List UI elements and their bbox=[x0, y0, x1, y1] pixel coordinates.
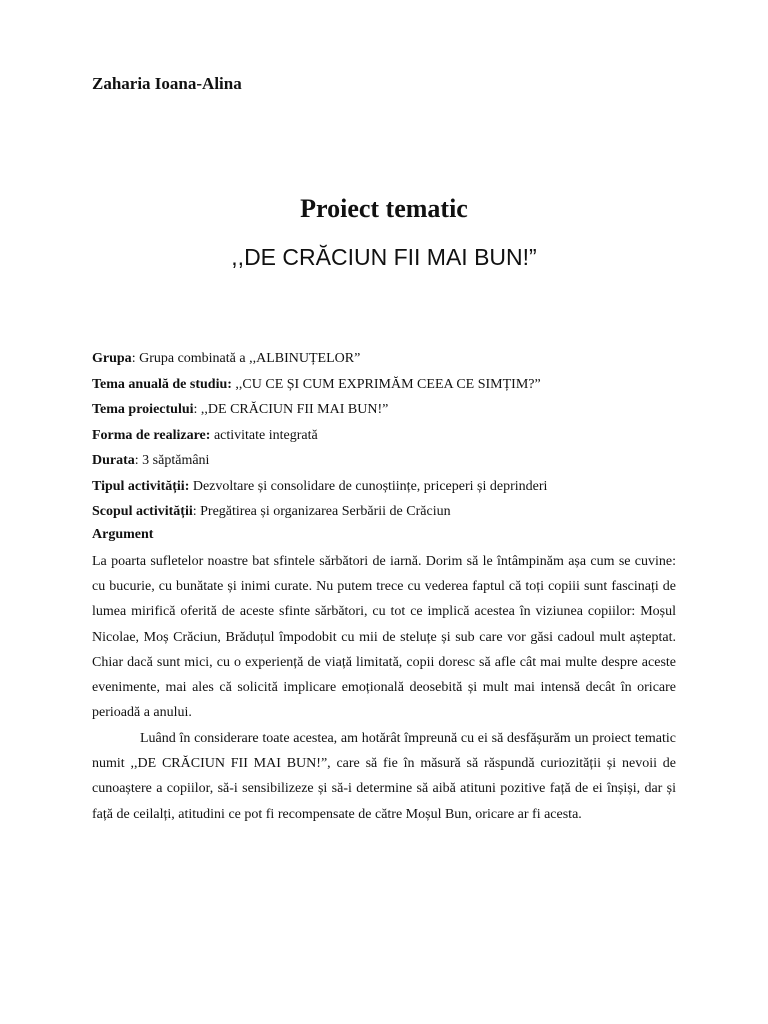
field-value: activitate integrată bbox=[213, 427, 318, 443]
field-separator: : bbox=[131, 351, 140, 366]
field-durata bbox=[92, 451, 682, 477]
field-value: ,,DE CRĂCIUN FII MAI BUN!” bbox=[200, 402, 389, 417]
field-value: Grupa combinată a ,,ALBINUȚELOR” bbox=[139, 351, 361, 366]
field-separator: : bbox=[134, 453, 143, 468]
field-value: Dezvoltare și consolidare de cunoștiințe, priceperi și deprinderi bbox=[192, 478, 548, 494]
document-title: Proiect tematic bbox=[300, 194, 468, 223]
field-label: Tipul activității: bbox=[92, 478, 190, 494]
field-tema-proiectului bbox=[92, 400, 682, 426]
argument-heading: Argument bbox=[92, 527, 154, 542]
argument-paragraph-1: La poarta sufletelor noastre bat sfintele sărbători de iarnă. Dorim să le întâmpinăm așa cum se cuvine: cu bucurie, cu bunătate și inimi curate. Nu putem trece cu vederea faptul că toți copiii sunt fascinați de lumea mirifică oferită de aceste sfinte sărbători, cu tot ce implică acestea în viziunea copiilor: Moșul Nicolae, Moș Crăciun, Brăduțul împodobit cu mii de steluțe și sub care vor găsi cadoul mult așteptat. Chiar dacă sunt mici, cu o experiență de viață limitată, copii doresc să afle cât mai multe despre aceste evenimente, mai ales că solicită implicare emoțională deosebită și mult mai intensă decât în oricare perioadă a anului. bbox=[92, 554, 676, 721]
field-grupa bbox=[92, 349, 682, 375]
field-value: ,,CU CE ȘI CUM EXPRIMĂM CEEA CE SIMȚIM?” bbox=[235, 376, 541, 392]
author-name: Zaharia Ioana-Alina bbox=[92, 74, 242, 93]
field-label: Tema anuală de studiu: bbox=[92, 376, 232, 392]
field-tema-anuala bbox=[92, 375, 682, 401]
field-label: Forma de realizare: bbox=[92, 427, 211, 443]
field-scopul-activitatii bbox=[92, 502, 682, 528]
field-separator: : bbox=[193, 402, 201, 417]
field-label: Grupa bbox=[92, 351, 132, 366]
project-details bbox=[92, 349, 682, 528]
field-tipul-activitatii bbox=[92, 477, 682, 503]
document-subtitle: ,,DE CRĂCIUN FII MAI BUN!” bbox=[231, 244, 537, 270]
field-value: 3 săptămâni bbox=[142, 453, 210, 468]
field-forma-de-realizare bbox=[92, 426, 682, 452]
field-value: Pregătirea și organizarea Serbării de Crăciun bbox=[200, 504, 451, 519]
field-label: Durata bbox=[92, 453, 135, 468]
argument-paragraph-2: Luând în considerare toate acestea, am hotărât împreună cu ei să desfășurăm un proiect tematic numit ,,DE CRĂCIUN FII MAI BUN!”, care să fie în măsură să răspundă curiozității și nevoii de cunoaștere a copiilor, să-i sensibilizeze și să-i determine să aibă atituni pozitive față de ei înșiși, dar și față de ceilalți, atitudini ce pot fi recompensate de către Moșul Bun, oricare ar fi acesta. bbox=[92, 731, 676, 822]
field-label: Tema proiectului bbox=[92, 402, 194, 417]
field-label: Scopul activității bbox=[92, 504, 193, 519]
field-separator: : bbox=[192, 504, 201, 519]
